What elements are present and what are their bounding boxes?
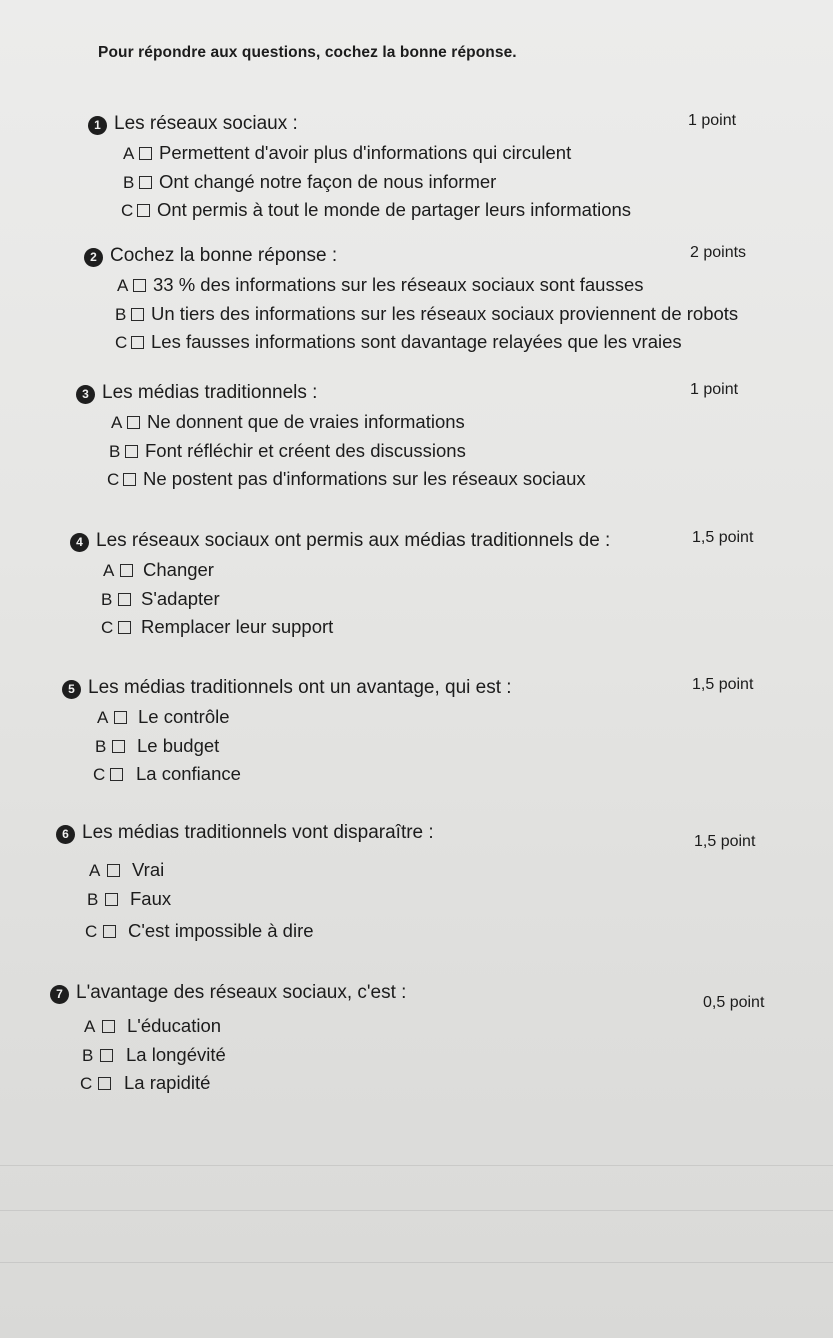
- checkbox-icon[interactable]: [123, 473, 136, 486]
- option-letter: A: [97, 708, 109, 727]
- question-2: [0, 244, 833, 360]
- option-letter: C: [93, 765, 106, 784]
- paper-line: [0, 1262, 833, 1263]
- option-label: La longévité: [126, 1043, 226, 1065]
- question-4: [0, 529, 833, 645]
- option-label: Ne donnent que de vraies informations: [147, 411, 465, 432]
- option-label: La rapidité: [124, 1072, 211, 1093]
- option-b[interactable]: [0, 735, 833, 764]
- option-label: La confiance: [136, 763, 241, 784]
- option-letter: B: [82, 1045, 94, 1065]
- question-title: L'avantage des réseaux sociaux, c'est :: [76, 982, 407, 1003]
- option-b[interactable]: [0, 888, 833, 917]
- checkbox-icon[interactable]: [139, 176, 152, 189]
- option-letter: C: [85, 922, 98, 941]
- option-a[interactable]: [0, 559, 833, 588]
- option-label: Remplacer leur support: [141, 616, 334, 637]
- question-3: [0, 381, 833, 497]
- option-b[interactable]: [0, 588, 833, 617]
- question-title: Cochez la bonne réponse :: [110, 245, 338, 266]
- option-b[interactable]: [0, 303, 833, 332]
- question-number-badge: 4: [70, 533, 89, 552]
- option-label: Ont changé notre façon de nous informer: [159, 170, 497, 192]
- option-c[interactable]: [0, 199, 833, 228]
- question-points: 1 point: [688, 112, 737, 129]
- option-label: 33 % des informations sur les réseaux sociaux sont fausses: [153, 274, 644, 295]
- checkbox-icon[interactable]: [120, 564, 133, 577]
- question-header: [0, 244, 833, 274]
- option-a[interactable]: [0, 274, 833, 303]
- option-label: Ont permis à tout le monde de partager leurs informations: [157, 199, 632, 220]
- option-letter: A: [103, 561, 115, 580]
- question-number-badge: 7: [50, 985, 69, 1004]
- option-label: Changer: [143, 559, 214, 580]
- option-letter: B: [101, 589, 113, 609]
- checkbox-icon[interactable]: [107, 864, 120, 877]
- option-letter: B: [87, 889, 99, 909]
- question-7: [0, 981, 833, 1101]
- question-header: [0, 529, 833, 559]
- option-label: C'est impossible à dire: [128, 920, 314, 941]
- instruction-text: Pour répondre aux questions, cochez la bonne réponse.: [98, 44, 517, 61]
- option-a[interactable]: [0, 706, 833, 735]
- checkbox-icon[interactable]: [102, 1020, 115, 1033]
- question-title: Les médias traditionnels vont disparaître :: [82, 822, 434, 843]
- question-title: Les réseaux sociaux :: [114, 113, 298, 134]
- option-letter: A: [117, 276, 129, 295]
- checkbox-icon[interactable]: [131, 336, 144, 349]
- option-label: Le budget: [137, 734, 220, 756]
- paper-line: [0, 1210, 833, 1211]
- checkbox-icon[interactable]: [98, 1077, 111, 1090]
- checkbox-icon[interactable]: [105, 893, 118, 906]
- option-a[interactable]: [0, 1015, 833, 1044]
- question-points: 0,5 point: [703, 994, 765, 1011]
- question-title: Les médias traditionnels ont un avantage, qui est :: [88, 677, 512, 698]
- option-label: Permettent d'avoir plus d'informations qui circulent: [159, 142, 572, 163]
- question-points: 1,5 point: [692, 529, 754, 546]
- option-c[interactable]: [0, 616, 833, 645]
- question-number-badge: 6: [56, 825, 75, 844]
- option-letter: A: [84, 1017, 96, 1036]
- option-c[interactable]: [0, 1072, 833, 1101]
- option-label: Ne postent pas d'informations sur les réseaux sociaux: [143, 468, 586, 489]
- question-header: [0, 821, 833, 851]
- checkbox-icon[interactable]: [139, 147, 152, 160]
- option-letter: C: [101, 618, 114, 637]
- option-c[interactable]: [0, 920, 833, 949]
- question-6: [0, 821, 833, 949]
- question-points: 1 point: [690, 381, 739, 398]
- option-letter: B: [115, 304, 127, 324]
- question-points: 1,5 point: [694, 833, 756, 850]
- option-c[interactable]: [0, 331, 833, 360]
- option-label: Un tiers des informations sur les réseaux sociaux proviennent de robots: [151, 302, 739, 324]
- checkbox-icon[interactable]: [131, 308, 144, 321]
- question-1: [0, 112, 833, 228]
- option-letter: C: [107, 470, 120, 489]
- option-label: Vrai: [132, 859, 165, 880]
- option-a[interactable]: [0, 859, 833, 888]
- option-label: Font réfléchir et créent des discussions: [145, 439, 466, 461]
- question-header: [0, 676, 833, 706]
- option-letter: C: [115, 333, 128, 352]
- option-b[interactable]: [0, 1044, 833, 1073]
- checkbox-icon[interactable]: [133, 279, 146, 292]
- option-letter: B: [109, 441, 121, 461]
- option-label: Le contrôle: [138, 706, 230, 727]
- question-number-badge: 5: [62, 680, 81, 699]
- question-header: [0, 381, 833, 411]
- question-number-badge: 3: [76, 385, 95, 404]
- checkbox-icon[interactable]: [125, 445, 138, 458]
- paper-line: [0, 1165, 833, 1166]
- option-letter: C: [121, 201, 134, 220]
- question-title: Les médias traditionnels :: [102, 382, 318, 403]
- checkbox-icon[interactable]: [118, 593, 131, 606]
- question-points: 1,5 point: [692, 676, 754, 693]
- option-label: Faux: [130, 887, 172, 909]
- checkbox-icon[interactable]: [127, 416, 140, 429]
- option-letter: A: [89, 861, 101, 880]
- checkbox-icon[interactable]: [137, 204, 150, 217]
- option-label: L'éducation: [127, 1015, 222, 1036]
- question-points: 2 points: [690, 244, 747, 261]
- question-title: Les réseaux sociaux ont permis aux médias traditionnels de :: [96, 530, 611, 551]
- option-b[interactable]: [0, 171, 833, 200]
- checkbox-icon[interactable]: [110, 768, 123, 781]
- option-b[interactable]: [0, 440, 833, 469]
- option-letter: B: [123, 172, 135, 192]
- checkbox-icon[interactable]: [118, 621, 131, 634]
- option-c[interactable]: [0, 468, 833, 497]
- option-a[interactable]: [0, 411, 833, 440]
- question-5: [0, 676, 833, 792]
- question-header: [0, 981, 833, 1011]
- question-header: [0, 112, 833, 142]
- checkbox-icon[interactable]: [100, 1049, 113, 1062]
- checkbox-icon[interactable]: [103, 925, 116, 938]
- option-c[interactable]: [0, 763, 833, 792]
- option-letter: B: [95, 736, 107, 756]
- option-label: Les fausses informations sont davantage relayées que les vraies: [151, 331, 682, 352]
- option-a[interactable]: [0, 142, 833, 171]
- option-letter: A: [111, 413, 123, 432]
- option-letter: A: [123, 144, 135, 163]
- question-number-badge: 2: [84, 248, 103, 267]
- option-label: S'adapter: [141, 587, 220, 609]
- checkbox-icon[interactable]: [112, 740, 125, 753]
- question-number-badge: 1: [88, 116, 107, 135]
- option-letter: C: [80, 1074, 93, 1093]
- checkbox-icon[interactable]: [114, 711, 127, 724]
